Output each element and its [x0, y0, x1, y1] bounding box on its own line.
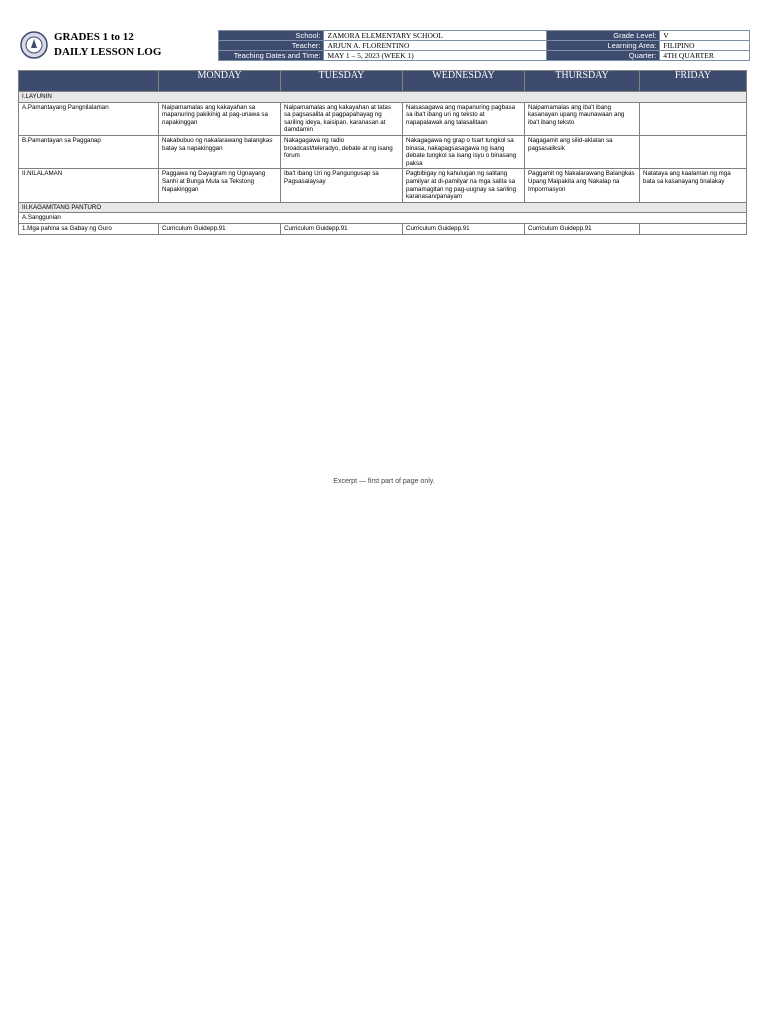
teacher-label: Teacher: — [219, 41, 324, 51]
day-header-row — [19, 71, 747, 92]
table-cell — [640, 223, 747, 234]
header-info-table — [218, 30, 750, 61]
day-thursday: THURSDAY — [525, 71, 640, 92]
deped-seal-icon — [20, 31, 48, 59]
table-cell: Curriculum Guidepp.91 — [281, 223, 403, 234]
day-friday: FRIDAY — [640, 71, 747, 92]
title-line1: GRADES 1 to 12 — [54, 31, 134, 43]
row-label: A.Pamantayang Pangnilalaman — [19, 102, 159, 135]
area-label: Learning Area: — [547, 41, 660, 51]
table-cell: Nakagagawa ng radio broadcast/teleradyo, debate at ng isang forum — [281, 135, 403, 168]
grade-label: Grade Level: — [547, 31, 660, 41]
table-cell: Curriculum Guidepp.91 — [525, 223, 640, 234]
table-row — [19, 223, 747, 234]
excerpt-note: Excerpt — first part of page only. — [333, 478, 435, 485]
day-monday: MONDAY — [159, 71, 281, 92]
dates-value: MAY 1 – 5, 2023 (WEEK 1) — [324, 51, 547, 61]
table-cell — [640, 135, 747, 168]
quarter-value: 4TH QUARTER — [660, 51, 750, 61]
kagamitan-heading: III.KAGAMITANG PANTURO — [19, 202, 747, 213]
grade-value: V — [660, 31, 750, 41]
lesson-log-table — [18, 70, 747, 235]
day-wednesday: WEDNESDAY — [403, 71, 525, 92]
table-cell: Paggawa ng Dayagram ng Ugnayang Sanhi at Bunga Mula sa Tekstong Napakinggan — [159, 169, 281, 202]
table-row — [19, 135, 747, 168]
layunin-heading: I.LAYUNIN — [19, 92, 747, 103]
table-cell: Nagagamit ang silid-aklatan sa pagsasaliksik — [525, 135, 640, 168]
table-cell: Paggamit ng Nakalarawang Balangkas Upang Maipakita ang Nakalap na Impormasyon — [525, 169, 640, 202]
table-cell: Curriculum Guidepp.91 — [159, 223, 281, 234]
teacher-value: ARJUN A. FLORENTINO — [324, 41, 547, 51]
school-value: ZAMORA ELEMENTARY SCHOOL — [324, 31, 547, 41]
section-row — [19, 92, 747, 103]
table-cell — [640, 102, 747, 135]
table-cell: Naisasagawa ang mapanuring pagbasa sa iba't ibang uri ng teksto at napapalawak ang talasalitaan — [403, 102, 525, 135]
table-cell: Iba't ibang Uri ng Pangungusap sa Pagsasalaysay — [281, 169, 403, 202]
sanggunian-heading: A.Sanggunian — [19, 213, 747, 224]
table-cell: Nakabubuo ng nakalarawang balangkas batay sa napakinggan — [159, 135, 281, 168]
quarter-label: Quarter: — [547, 51, 660, 61]
row-label: II.NILALAMAN — [19, 169, 159, 202]
table-row — [19, 102, 747, 135]
header — [18, 30, 750, 64]
table-cell: Pagbibigay ng kahulugan ng salitang pamilyar at di-pamilyar na mga salita sa pamamagitan ng pag-uugnay sa sariling karanasan/panayam — [403, 169, 525, 202]
section-row — [19, 202, 747, 213]
log-title — [54, 30, 161, 60]
school-label: School: — [219, 31, 324, 41]
dates-label: Teaching Dates and Time: — [219, 51, 324, 61]
table-cell: Natataya ang kaalaman ng mga bata sa kasanayang tinalakay — [640, 169, 747, 202]
table-cell: Naipamamalas ang kakayahan at tatas sa pagsasalita at pagpapahayag ng sariling ideya, kaisipan, karanasan at damdamin — [281, 102, 403, 135]
row-label: B.Pamantayan sa Pagganap — [19, 135, 159, 168]
table-row — [19, 213, 747, 224]
table-row — [19, 169, 747, 202]
day-tuesday: TUESDAY — [281, 71, 403, 92]
row-label: 1.Mga pahina sa Gabay ng Guro — [19, 223, 159, 234]
table-cell: Naipamamalas ang iba't ibang kasanayan upang maunawaan ang iba't ibang teksto — [525, 102, 640, 135]
table-cell: Curriculum Guidepp.91 — [403, 223, 525, 234]
area-value: FILIPINO — [660, 41, 750, 51]
corner-cell — [19, 71, 159, 92]
table-cell: Naipamamalas ang kakayahan sa mapanuring pakikinig at pag-unawa sa napakinggan — [159, 102, 281, 135]
table-cell: Nakagagawa ng grap o tsart tungkol sa binasa, nakapagsasagawa ng isang debate tungkol sa isang isyu o binasang paksa — [403, 135, 525, 168]
title-line2: DAILY LESSON LOG — [54, 46, 162, 58]
